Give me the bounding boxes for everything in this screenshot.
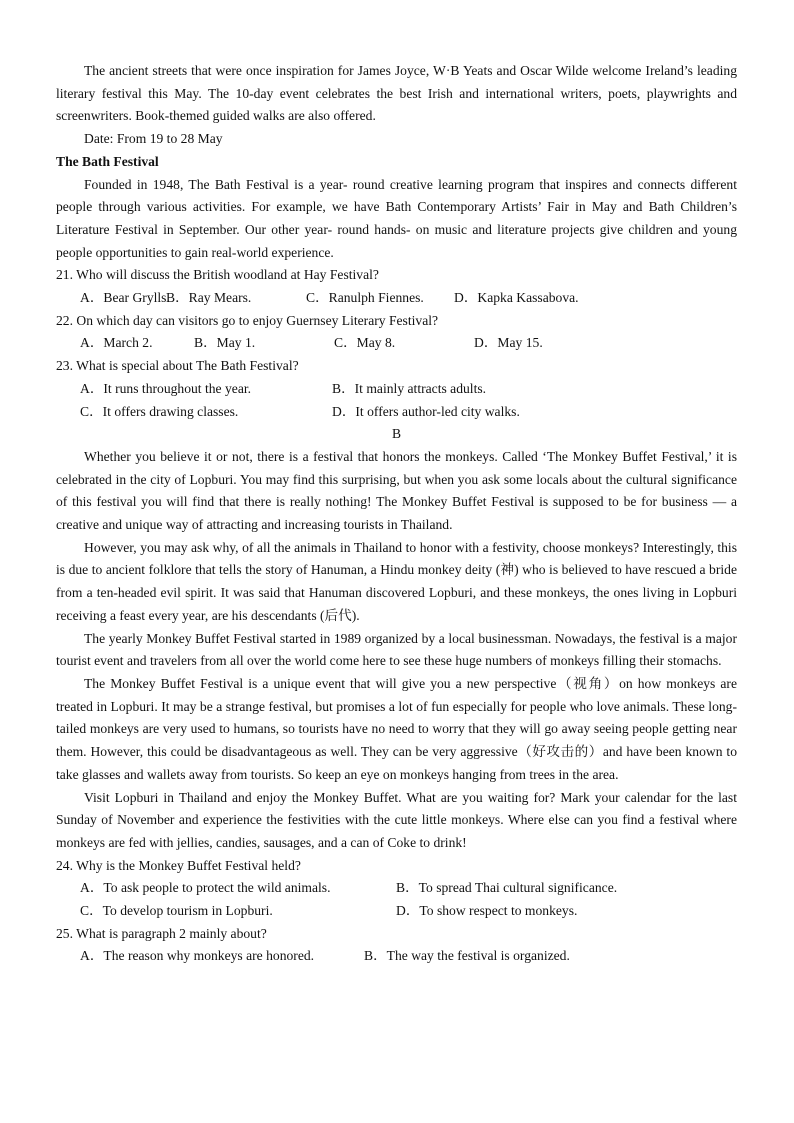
dublin-festival-paragraph: The ancient streets that were once inspiration for James Joyce, W·B Yeats and Oscar Wilde welcome Ireland’s leading literary festival this May. The 10-day event celebrates the best Irish and international writers, poets, playwrights and screenwriters. Book-themed guided walks are also offered.: [56, 63, 737, 124]
option-d: D．Kapka Kassabova.: [454, 290, 579, 306]
option-d: D．May 15.: [474, 335, 543, 351]
question-25-options: [56, 945, 737, 968]
question-25: 25. What is paragraph 2 mainly about?: [56, 925, 267, 941]
option-c: C．It offers drawing classes.: [80, 403, 239, 419]
page-content: [56, 60, 737, 968]
question-23: 23. What is special about The Bath Festival?: [56, 358, 299, 374]
question-24-options-row1: [56, 877, 737, 900]
option-a: A．March 2.: [80, 335, 153, 351]
option-c: C．To develop tourism in Lopburi.: [80, 903, 273, 919]
question-23-options-row1: [56, 378, 737, 401]
passage-b-paragraph-4: The Monkey Buffet Festival is a unique event that will give you a new perspective（视角）on how monkeys are treated in Lopburi. It may be a strange festival, but promises a lot of fun especially for people who love animals. These long-tailed monkeys are very used to humans, so tourists have no need to worry that they will go away seeing people getting near them. However, this could be disadvantageous as well. They can be very aggressive（好攻击的）and have been known to take glasses and wallets away from tourists. So keep an eye on monkeys hanging from trees in the area.: [56, 675, 737, 782]
question-21: 21. Who will discuss the British woodland at Hay Festival?: [56, 267, 379, 283]
option-c: C．Ranulph Fiennes.: [306, 290, 424, 306]
passage-b-paragraph-1: Whether you believe it or not, there is a festival that honors the monkeys. Called ‘The Monkey Buffet Festival,’ it is celebrated in the city of Lopburi. You may find this surprising, but when you ask some locals about the cultural significance of this festival you will find that there is really nothing! The Monkey Buffet Festival is supposed to be for business — a creative and unique way of attracting and increasing tourists in Thailand.: [56, 448, 737, 533]
option-d: D．It offers author-led city walks.: [332, 403, 520, 419]
option-d: D．To show respect to monkeys.: [396, 903, 578, 919]
passage-b-paragraph-2: However, you may ask why, of all the animals in Thailand to honor with a festivity, choose monkeys? Interestingly, this is due to ancient folklore that tells the story of Hanuman, a Hindu monkey deity (神) who is believed to have rescued a bride from a ten-headed evil spirit. It was said that Hanuman discovered Lopburi, and these monkeys, the ones living in Lopburi receiving a feast every year, are his descendants (后代).: [56, 539, 737, 623]
option-a: A．The reason why monkeys are honored.: [80, 948, 315, 964]
option-b: B．May 1.: [194, 335, 256, 351]
question-24-options-row2: [56, 900, 737, 923]
option-b: B．It mainly attracts adults.: [332, 380, 487, 396]
option-c: C．May 8.: [334, 335, 396, 351]
option-a: A．Bear Grylls.: [80, 290, 170, 306]
passage-b-paragraph-3: The yearly Monkey Buffet Festival started in 1989 organized by a local businessman. Nowadays, the festival is a major tourist event and travelers from all over the world come here to see these huge numbers of monkeys filling their stomachs.: [56, 630, 737, 669]
option-b: B．Ray Mears.: [166, 290, 252, 306]
bath-festival-paragraph: Founded in 1948, The Bath Festival is a year- round creative learning program that inspires and connects different people through various activities. For example, we have Bath Contemporary Artists’ Fair in May and Bath Children’s Literature Festival in September. Our other year- round hands- on music and literature projects give children and young people opportunities to gain real-world experience.: [56, 176, 737, 260]
option-b: B．The way the festival is organized.: [364, 948, 570, 964]
passage-b-paragraph-5: Visit Lopburi in Thailand and enjoy the Monkey Buffet. What are you waiting for? Mark your calendar for the last Sunday of November and experience the festivities with the cute little monkeys. Where else can you find a festival where monkeys are fed with jellies, candies, sausages, and a can of Coke to drink!: [56, 789, 737, 850]
bath-festival-title: The Bath Festival: [56, 153, 159, 169]
section-b-heading: B: [391, 426, 402, 442]
option-b: B．To spread Thai cultural significance.: [396, 880, 618, 896]
dublin-festival-date: Date: From 19 to 28 May: [84, 131, 223, 147]
question-22-options: [56, 332, 737, 355]
option-a: A．It runs throughout the year.: [80, 380, 252, 396]
question-23-options-row2: [56, 401, 737, 424]
question-24: 24. Why is the Monkey Buffet Festival held?: [56, 857, 301, 873]
question-21-options: [56, 287, 737, 310]
option-a: A．To ask people to protect the wild animals.: [80, 880, 331, 896]
question-22: 22. On which day can visitors go to enjoy Guernsey Literary Festival?: [56, 312, 439, 328]
